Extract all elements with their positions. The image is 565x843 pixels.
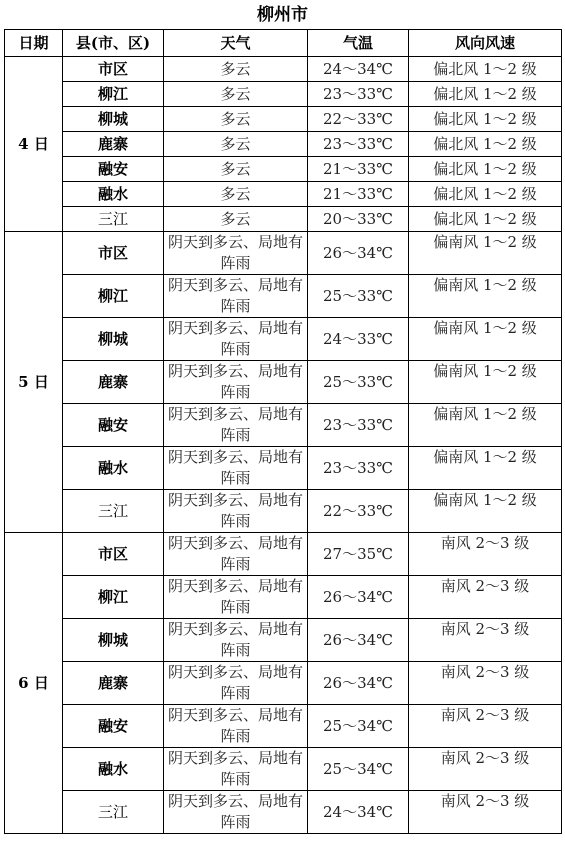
county-cell: 三江 [63,791,164,834]
weather-cell: 阴天到多云、局地有阵雨 [164,748,308,791]
weather-cell: 多云 [164,157,308,182]
county-cell: 融水 [63,182,164,207]
day-date-cell: 5 日 [5,232,63,533]
county-cell: 柳江 [63,275,164,318]
temperature-cell: 21～33℃ [308,182,409,207]
weather-cell: 阴天到多云、局地有阵雨 [164,404,308,447]
table-header-row [5,30,562,57]
table-row [5,82,562,107]
weather-cell: 阴天到多云、局地有阵雨 [164,490,308,533]
header-temperature: 气温 [308,30,409,57]
county-cell: 融水 [63,447,164,490]
table-row [5,447,562,490]
day-date-cell: 6 日 [5,533,63,834]
day-date-cell: 4 日 [5,57,63,232]
wind-cell: 偏南风 1～2 级 [409,318,562,361]
wind-cell: 南风 2～3 级 [409,533,562,576]
wind-cell: 偏南风 1～2 级 [409,275,562,318]
header-county: 县(市、区) [63,30,164,57]
weather-cell: 阴天到多云、局地有阵雨 [164,705,308,748]
wind-cell: 南风 2～3 级 [409,662,562,705]
wind-cell: 偏北风 1～2 级 [409,82,562,107]
table-row [5,748,562,791]
table-row [5,791,562,834]
table-row [5,232,562,275]
temperature-cell: 26～34℃ [308,619,409,662]
county-cell: 融安 [63,404,164,447]
wind-cell: 南风 2～3 级 [409,576,562,619]
table-row [5,576,562,619]
table-row [5,57,562,82]
weather-cell: 多云 [164,57,308,82]
county-cell: 三江 [63,490,164,533]
temperature-cell: 25～33℃ [308,275,409,318]
temperature-cell: 23～33℃ [308,132,409,157]
wind-cell: 偏南风 1～2 级 [409,490,562,533]
table-body [5,57,562,834]
wind-cell: 南风 2～3 级 [409,748,562,791]
county-cell: 柳城 [63,619,164,662]
county-cell: 鹿寨 [63,132,164,157]
wind-cell: 偏南风 1～2 级 [409,232,562,275]
weather-cell: 阴天到多云、局地有阵雨 [164,275,308,318]
county-cell: 柳江 [63,82,164,107]
temperature-cell: 22～33℃ [308,490,409,533]
table-row [5,157,562,182]
county-cell: 鹿寨 [63,361,164,404]
temperature-cell: 21～33℃ [308,157,409,182]
temperature-cell: 23～33℃ [308,82,409,107]
wind-cell: 偏南风 1～2 级 [409,447,562,490]
table-row [5,533,562,576]
weather-cell: 多云 [164,207,308,232]
table-row [5,107,562,132]
wind-cell: 偏北风 1～2 级 [409,107,562,132]
temperature-cell: 24～33℃ [308,318,409,361]
wind-cell: 南风 2～3 级 [409,619,562,662]
wind-cell: 南风 2～3 级 [409,791,562,834]
county-cell: 鹿寨 [63,662,164,705]
weather-cell: 阴天到多云、局地有阵雨 [164,791,308,834]
weather-cell: 阴天到多云、局地有阵雨 [164,576,308,619]
weather-cell: 阴天到多云、局地有阵雨 [164,619,308,662]
temperature-cell: 24～34℃ [308,57,409,82]
temperature-cell: 23～33℃ [308,447,409,490]
wind-cell: 偏北风 1～2 级 [409,57,562,82]
temperature-cell: 24～34℃ [308,791,409,834]
temperature-cell: 25～34℃ [308,705,409,748]
weather-cell: 多云 [164,107,308,132]
table-row [5,182,562,207]
county-cell: 柳城 [63,107,164,132]
header-date: 日期 [5,30,63,57]
temperature-cell: 25～34℃ [308,748,409,791]
table-row [5,275,562,318]
temperature-cell: 27～35℃ [308,533,409,576]
county-cell: 市区 [63,57,164,82]
weather-cell: 阴天到多云、局地有阵雨 [164,318,308,361]
temperature-cell: 20～33℃ [308,207,409,232]
weather-cell: 阴天到多云、局地有阵雨 [164,447,308,490]
table-row [5,619,562,662]
wind-cell: 偏南风 1～2 级 [409,361,562,404]
temperature-cell: 26～34℃ [308,662,409,705]
temperature-cell: 23～33℃ [308,404,409,447]
county-cell: 柳城 [63,318,164,361]
wind-cell: 偏北风 1～2 级 [409,182,562,207]
temperature-cell: 25～33℃ [308,361,409,404]
weather-cell: 多云 [164,82,308,107]
wind-cell: 南风 2～3 级 [409,705,562,748]
table-row [5,662,562,705]
table-row [5,207,562,232]
temperature-cell: 22～33℃ [308,107,409,132]
weather-cell: 多云 [164,182,308,207]
weather-cell: 阴天到多云、局地有阵雨 [164,533,308,576]
county-cell: 柳江 [63,576,164,619]
wind-cell: 偏北风 1～2 级 [409,157,562,182]
temperature-cell: 26～34℃ [308,576,409,619]
table-row [5,318,562,361]
table-row [5,361,562,404]
weather-cell: 阴天到多云、局地有阵雨 [164,361,308,404]
county-cell: 三江 [63,207,164,232]
table-row [5,705,562,748]
table-row [5,404,562,447]
county-cell: 融安 [63,705,164,748]
wind-cell: 偏北风 1～2 级 [409,207,562,232]
county-cell: 融安 [63,157,164,182]
wind-cell: 偏北风 1～2 级 [409,132,562,157]
page-title: 柳州市 [257,5,308,25]
header-weather: 天气 [164,30,308,57]
county-cell: 市区 [63,533,164,576]
table-row [5,132,562,157]
wind-cell: 偏南风 1～2 级 [409,404,562,447]
weather-forecast-table [4,29,562,834]
weather-cell: 多云 [164,132,308,157]
county-cell: 市区 [63,232,164,275]
table-row [5,490,562,533]
weather-cell: 阴天到多云、局地有阵雨 [164,662,308,705]
county-cell: 融水 [63,748,164,791]
weather-cell: 阴天到多云、局地有阵雨 [164,232,308,275]
header-wind: 风向风速 [409,30,562,57]
temperature-cell: 26～34℃ [308,232,409,275]
